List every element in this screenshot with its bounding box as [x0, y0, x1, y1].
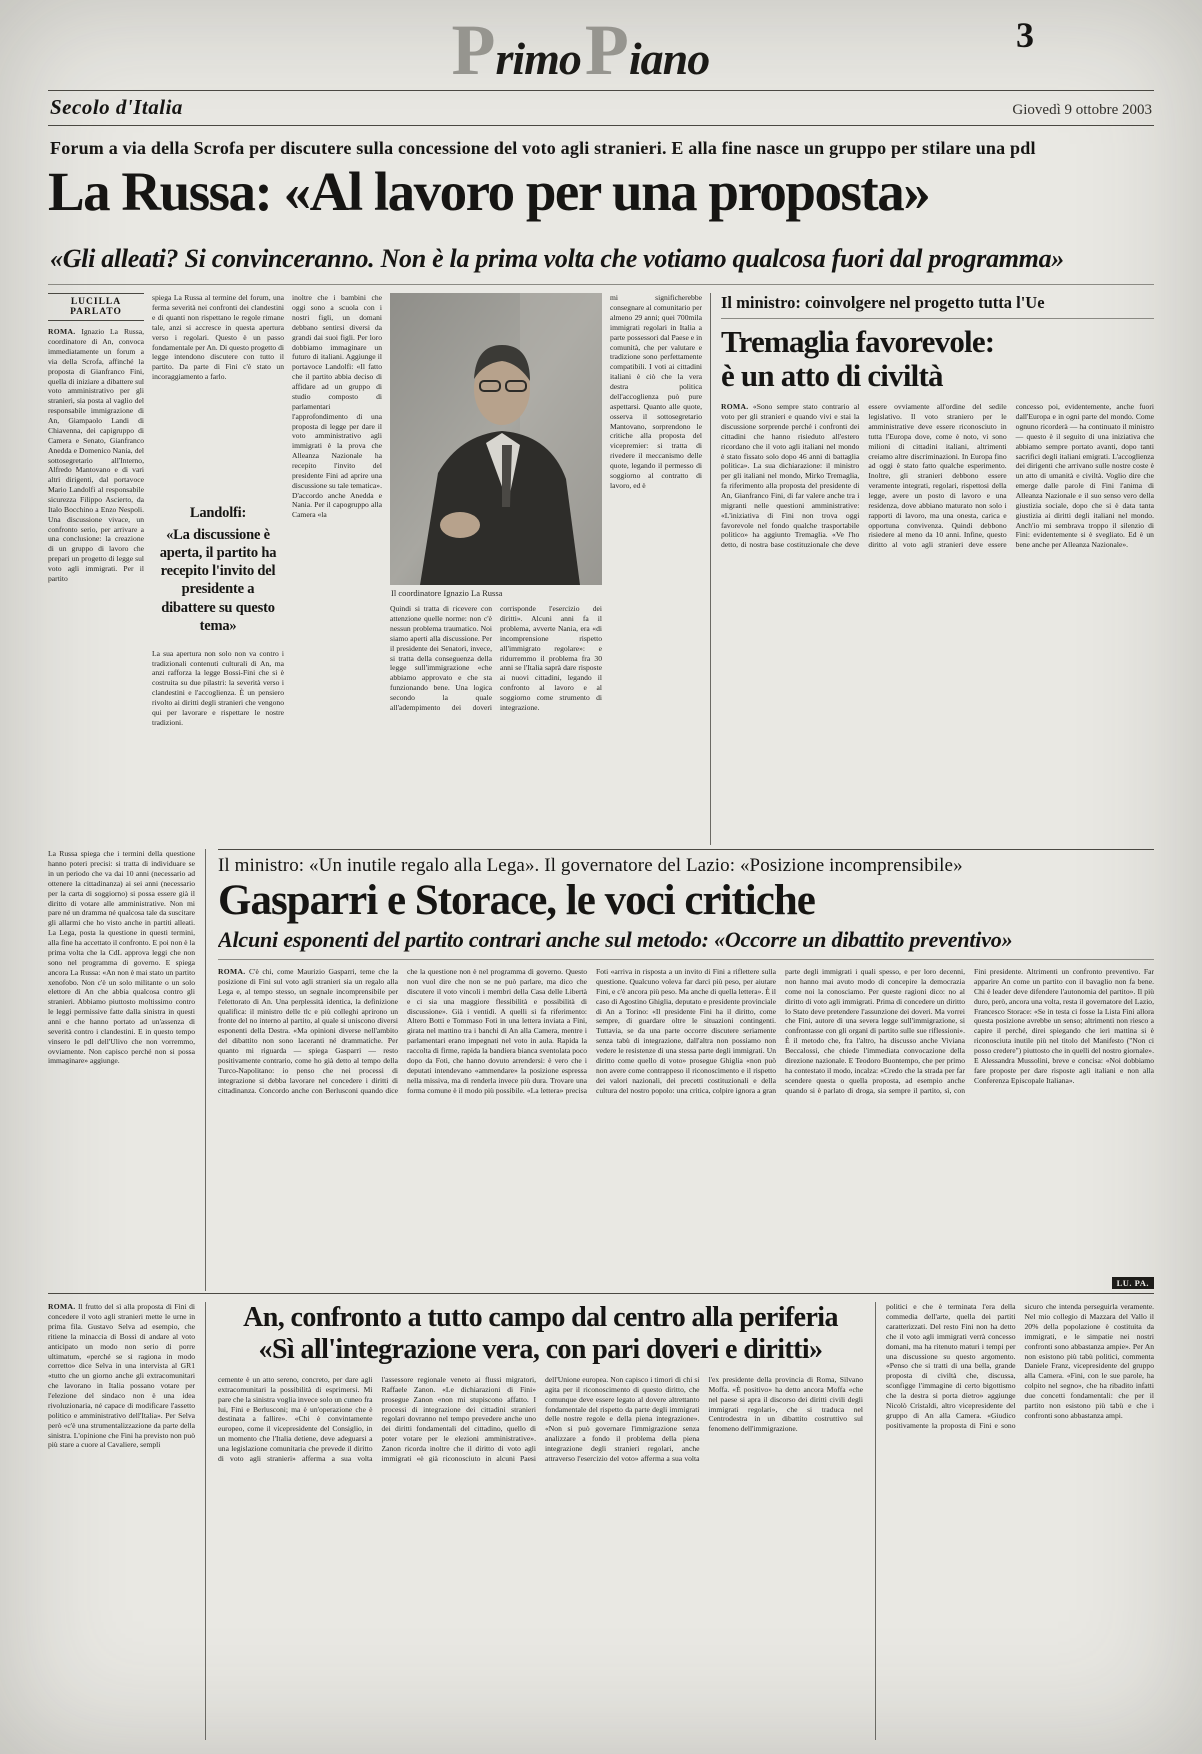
- bottom-article: [218, 1302, 863, 1740]
- lead-body-col2-top: spiega La Russa al termine del forum, una ferma severità nei confronti dei clandestini e di quanti non rispettano le regole rimane tale, anzi si accresce in questa apertura verso i regolari. Questo è un passo fondamentale per An. Di questo progetto di legge intendono discutere con tutto il partito. Da parte di Fini c'è stato un incoraggiamento a farlo.: [152, 293, 284, 382]
- section-initial: P: [451, 10, 496, 90]
- gasparri-subhead: Alcuni esponenti del partito contrari anche sul metodo: «Occorre un dibattito preventivo»: [218, 927, 1154, 960]
- lead-body-col5: mi significherebbe consegnare al comunitario per almeno 29 anni; quei 700mila immigrati regolari in Italia a parte possessori dal Paese e in comunità, che per valutare e tradizione sono perfettamente compatibili. I voti ai cittadini italiani è ciò che la vera destra politica dell'accoglienza può pure aspettarsi. Quanto alle quote, osserva il sottosegretario Mantovano, sorprendono le critiche alla proposta del vicepremier: si tratta di rivedere il meccanismo delle quote, legando il permesso di soggiorno al contratto di lavoro, ed è: [610, 293, 702, 490]
- lead-body-col2-bottom: La sua apertura non solo non va contro i tradizionali contenuti culturali di An, ma anzi rafforza la legge Bossi-Fini che si è costruita su due pilastri: la severità verso i clandestini e l'accoglienza. È un pensiero rivolto ai diritti degli stranieri che vengono qui per lavorare e rispettare le nostre tradizioni.: [152, 648, 284, 727]
- bottom-band: [48, 1293, 1154, 1740]
- page-number: 3: [1016, 15, 1034, 55]
- pull-quote-text: «La discussione è aperta, il partito ha recepito l'invito del presidente a dibattere su questo tema»: [159, 527, 277, 634]
- gasparri-kicker: Il ministro: «Un inutile regalo alla Lega». Il governatore del Lazio: «Posizione incomprensibile»: [218, 855, 963, 877]
- lead-column-1: [48, 293, 144, 845]
- tremaglia-article: [710, 293, 1154, 845]
- pull-quote-name: Landolfi:: [189, 504, 247, 521]
- portrait-photo-graphic: [390, 293, 602, 585]
- tremaglia-body: ROMA. «Sono sempre stato contrario al voto per gli stranieri e quando vivi e stai la discussione sorprende perché i confronti dei cittadini che hanno risieduto all'estero ricordano che il voto agli italiani nel mondo è stato fissato solo dopo 46 anni di battaglia politica». La sua dichiarazione: il ministro per gli italiani nel mondo, Mirko Tremaglia, fa riferimento alla proposta del presidente di An, Gianfranco Fini, di far valere anche tra i migranti nelle questioni amministrative: «L'iniziativa di Fini non trova oggi favorevole nel fondo qualche trasportabile politico» ha aggiunto Tremaglia. «Ve l'ho detto, di nostra base costituzionale che deve essere ovviamente all'ordine del sedile legislativo. Il voto straniero per le amministrative deve essere riconosciuto in tutta l'Europa dove, come è noto, vi sono milioni di cittadini italiani, altrimenti creiamo altre discriminazioni. In Europa fino ad oggi è stato fatto qualche esperimento. Inoltre, gli stranieri debbono essere veramente integrati, regolari, rispettosi della legge, avere un posto di lavoro e una residenza, dove abbiano maturato non solo i rapporti di lavoro, ma una onesta, carica e opportuna convivenza. Quindi debbono risiedere al meno da 10 anni. Infine, questo diritto al voto agli stranieri deve essere concesso poi, evidentemente, anche fuori dall'Europa e in ogni parte del mondo. Come ognuno ricorderà — ha continuato il ministro — questo è il seguito di una iniziativa che abbiamo sempre portato avanti, dopo tanti sacrifici degli italiani emigrati. L'accoglienza dei dirigenti che arrivano sulle nostre coste è un atto di umanità e civiltà. Voglio dire che emerge dalle parole di Fini l'anima di Alleanza Nazionale e il suo senso vero della giustizia sociale, dopo che si è data tanta giustizia ai diritti degli italiani nel mondo. Anch'io mi sembrava troppo il silenzio di Fini: evidentemente si è svegliato. Ed è un bene anche per Alleanza Nazionale».: [721, 402, 1154, 550]
- pull-quote: [152, 490, 284, 649]
- dateline: ROMA.: [218, 967, 246, 977]
- gasparri-article: [218, 849, 1154, 1291]
- section-title: Primo Piano: [451, 10, 710, 90]
- tremaglia-kicker: Il ministro: coinvolgere nel progetto tutta l'Ue: [721, 293, 1154, 319]
- issue-date: Giovedì 9 ottobre 2003: [1012, 102, 1152, 118]
- dateline: ROMA.: [721, 402, 749, 412]
- gasparri-body: ROMA. C'è chi, come Maurizio Gasparri, teme che la posizione di Fini sul voto agli stranieri sia un regalo alla Lega e, al tempo stesso, un segnale incomprensibile per l'elettorato di An. Una perplessità identica, la definizione qualifica: il ministro delle tlc e più colleghi aprirono un fronte del no interno al partito, al quale si uniscono diversi esponenti della Destra. «Ma opinioni diverse nell'ambito del dibattito non sono laceranti né drammatiche. Per quanto mi riguarda — spiega Gasparri — resto positivamente contrario, come ho già detto al tempo della Turco-Napolitano: io penso che nei processi di integrazione si debba lavorare nel concedere i diritti di cittadinanza. Concordo anche con Berlusconi quando dice che la questione non è nel programma di governo. Questo non vuol dire che non se ne può parlare, ma dico che discutere il voto vincoli i membri della Casa delle Libertà e ci sia una maggiore flessibilità e possibilità di discussione». Già i ventidì. A quelli si fa riferimento: Altero Botti e Tommaso Foti in una lettera inviata a Fini, girata nel mattino tra i banchi di An alla Camera, mentre i parlamentari erano impegnati nel voto in aula. Rapida la raccolta di firme, rapida la bandiera bianca sventolata poco dopo da Foti, che hanno dovuto arrendersi: è vero che i deputati intendevano «ammendare» la posizione espressa nella missiva, ma di renderla invece più dura. Trovare una forma comune è il modo più possibile. «La lettera» precisa Foti «arriva in risposta a un invito di Fini a riflettere sulla questione. Qualcuno voleva far darci più peso, per aiutare Fini, e c'è ancora più peso. Ma anche di quella lettera». È il caso di Agostino Ghiglia, deputato e presidente provinciale di An a Torino: «Il presidente Fini ha il diritto, come sempre, di guardare oltre le situazioni contingenti. Tuttavia, se da una parte occorre discutere seriamente senza tabù di integrazione, dall'altra non possiamo non vedere le resistenze di una stessa parte degli immigrati. Un diritto come quello di voto» prosegue Ghiglia «non può non avere come contrappeso il riconoscimento e il rispetto dei valori nazionali, dei precetti costituzionali e della cultura del nostro popolo: una critica, colpire ignora a gran parte degli immigrati i quali spesso, e per loro decenni, non hanno mai avuto modo di concepire la democrazia come noi la conosciamo. Per queste ragioni dico: no al diritto di voto agli immigrati. Prima di concedere un diritto lo Stato deve pretendere l'assunzione dei doveri. Ma vorrei che Fini, autore di una severa legge sull'immigrazione, si confrontasse con gli organi di partito sulle sue riflessioni». È il metodo che, fra l'altro, ha discusso anche Viviana Beccalossi, che chiede l'immediata convocazione della direzione nazionale. E Teodoro Buontempo, che per primo ha contestato il modo, incalza: «Credo che la strada per far scendere questa o quella proposta, ad esempio anche quando si è parlato di droga, sia sempre il partito, sì, con Fini presidente. Altrimenti un confronto preventivo. Far apparire An come un partito con il bavaglio non fa bene. Chi è leader deve difendere l'autonomia del partito». Il più duro, però, ancora una volta, resta il governatore del Lazio, Francesco Storace: «Se in testa ci fosse la Lista Fini allora questa posizione avrebbe un senso; altrimenti non riesco a capire il perché, direi spiegando che ieri mattina si è riconosciuta inutile più nel titolo del Manifesto ("Non ci posso credere") piuttosto che in quelli del nostro giornale». E Alessandra Mussolini, breve e concisa: «Noi dobbiamo fare proposte per dare risposte agli italiani e non alla Conferenza Episcopale Italiana».: [218, 967, 1154, 1095]
- photo-caption: Il coordinatore Ignazio La Russa: [391, 588, 503, 599]
- lead-kicker: Forum a via della Scrofa per discutere sulla concessione del voto agli stranieri. E alla fine nasce un gruppo per stilare una pdl: [50, 138, 1036, 158]
- masthead: Secolo d'Italia: [50, 95, 183, 119]
- page-header: [48, 12, 1154, 90]
- bottom-body: cemente è un atto sereno, concreto, per dare agli extracomunitari la possibilità di esprimersi. Mi pare che la sinistra voglia invece solo un cuneo fra lui, Fini e Berlusconi; ma è un'operazione che è destinata a fallire». «Chi è convintamente europeo, come il vicepresidente del Consiglio, in un momento che l'Italia detiene, deve adeguarsi a una legislazione comunitaria che prevede il diritto di voto agli stranieri» afferma a sua volta l'assessore regionale veneto ai flussi migratori, Raffaele Zanon. «Le dichiarazioni di Fini» prosegue Zanon «non mi stupiscono affatto. I processi di integrazione dei cittadini stranieri regolari dovranno nel tempo prevedere anche uno dei diritti fondamentali del cittadino, quello di poter votare per le elezioni amministrative». Zanon ricorda inoltre che il diritto di voto agli immigrati «è già riconosciuto in alcuni Paesi dell'Unione europea. Non capisco i timori di chi si agita per il riconoscimento di questo diritto, che comunque deve essere legato al dovere altrettanto fondamentale del rispetto da parte degli immigrati delle nostre regole e della piena integrazione». «Non si può governare l'immigrazione senza analizzare a fondo il problema della piena integrazione degli stranieri regolari, anche attraverso l'esercizio del voto» afferma a sua volta l'ex presidente della provincia di Roma, Silvano Moffa. «È positivo» ha detto ancora Moffa «che nel paese si apra il discorso dei diritti civili degli immigrati regolari», che si traduca nel Centrodestra in un dibattito costruttivo sul fenomeno dell'immigrazione.: [218, 1375, 863, 1463]
- bottom-left-column: ROMA. Il frutto del sì alla proposta di Fini di concedere il voto agli stranieri mette le urne in prima fila. Gustavo Selva ad esempio, che ritiene la minaccia di Bossi di andare al voto anticipato un modo non serio di porre ultimatum, «perché se si ragiona in modo corretto» dice Selva in una intervista al GR1 «tutto che un giorno anche gli extracomunitari che lavorano in Italia possano votare per l'elezione del sindaco non è una idea rivoluzionaria, né capace di modificare l'assetto politico e amministrativo dell'Italia». Per Selva però «c'è una strumentalizzazione da parte della sinistra. L'opinione che Fini ha previsto non può più stare a cuore al Cavaliere, sempli: [48, 1302, 206, 1740]
- bottom-right-column: politici e che è terminata l'era della commedia dell'arte, quella dei partiti caratterizzati. Del resto Fini non ha detto che il voto agli immigrati verrà concesso domani, ma ha ritenuto maturi i tempi per una discussione su questo argomento. «Penso che si tratti di una bella, grande proposta di civiltà che, discussa, sconfigge l'immagine di certo bigottismo che la destra si porta dietro» aggiunge Nicolò Cristaldi, altro vicepresidente del gruppo di An alla Camera. «Giudico positivamente la proposta di Fini e sono sicuro che intenda perseguirla veramente. Nel mio collegio di Mazzara del Vallo il 20% della popolazione è costituita da immigrati, e le simpatie nei nostri confronti sono abbastanza ampie». Per An non esistono più tabù politici, commenta Daniele Franz, vicepresidente del gruppo alla Camera. «Fini, con le sue parole, ha colpito nel segno», che ha ribadito infatti due concetti fondamentali: che per il partito non esistono più tabù e che i confronti sono abbastanza ampi.: [875, 1302, 1154, 1740]
- article-signature: LU. PA.: [218, 1273, 1154, 1291]
- lead-continuation-column: La Russa spiega che i termini della questione hanno poteri precisi: si tratta di individuare se in un periodo che va dai 10 anni (necessario ad ottenere la cittadinanza) ai sei anni (necessario per la carta di soggiorno) si possa essere già il diritto di votare alle amministrative. Non mi pare né un dramma né qualcosa tale da suscitare gli allarmi che ho visto anche in partiti alleati. La Lega, posta la questione in questi termini, alla fine ha accettato il confronto. E poi non è la prima volta che la CdL approva leggi che non sono nel programma di governo. E spiega ancora La Russa: «An non è mai stato un partito xenofobo. Non c'è un solo militante o un solo elettore di An che abbia qualcosa contro gli stranieri. Abbiamo piuttosto moltissimo contro le leggi permissive fatte dalla sinistra in questi anni e che hanno portato ad un'assenza di severità contro i clandestini. E in questo tempo vinsero le pdl dell'Ulivo che non vorremmo, ovviamente. Non capisco perché non si possa immaginare» aggiunge.: [48, 849, 206, 1291]
- byline: LUCILLA PARLATO: [48, 293, 144, 321]
- bottom-headline: An, confronto a tutto campo dal centro alla periferia «Sì all'integrazione vera, con pari doveri e diritti»: [243, 1302, 838, 1365]
- gasparri-headline: Gasparri e Storace, le voci critiche: [218, 877, 815, 925]
- lead-subhead: «Gli alleati? Si convinceranno. Non è la prima volta che votiamo qualcosa fuori dal programma»: [48, 242, 1154, 285]
- dateline: ROMA.: [48, 327, 76, 337]
- lead-headline: La Russa: «Al lavoro per una proposta»: [48, 161, 930, 222]
- middle-band: [48, 849, 1154, 1291]
- masthead-row: [48, 90, 1154, 126]
- lead-body-col3: inoltre che i bambini che oggi sono a scuola con i nostri figli, un domani debbano sentirsi diversi da grandi dai suoi figli. Per loro dobbiamo immaginare un futuro di italiani. Aggiunge il portavoce Landolfi: «Il fatto che il partito abbia deciso di affidare ad un gruppo di studio composto di parlamentari l'approfondimento di una proposta di legge per dare il voto amministrativo agli immigrati è la prova che Alleanza Nazionale ha recepito l'invito del presidente Fini ad aprire una discussione su tale tematica». D'accordo anche Anedda e Nania. Per il capogruppo alla Camera «la: [292, 293, 382, 520]
- lead-column-2: [152, 293, 284, 845]
- dateline: ROMA.: [48, 1302, 76, 1312]
- section-initial: P: [584, 10, 629, 90]
- photo-la-russa: [390, 293, 602, 585]
- photo-block: [390, 293, 602, 845]
- tremaglia-headline: Tremaglia favorevole: è un atto di civiltà: [721, 324, 995, 393]
- lead-article: [48, 293, 1154, 845]
- lead-body-col1: ROMA. Ignazio La Russa, coordinatore di An, convoca immediatamente un forum a via della Scrofa, affinché la proposta di Gianfranco Fini, quella di iniziare a dibattere sul voto amministrativo per gli stranieri, sia posta al vaglio del responsabile immigrazione di An, Giampaolo Landi di Chiavenna, dei capigruppo di Camera e Senato, Gianfranco Anedda e Domenico Nania, del sottosegretario all'Interno, Alfredo Mantovano e di vari altri dirigenti, dal portavoce Mario Landolfi al responsabile sicurezza Filippo Ascierto, da Italo Bocchino a Enzo Nespoli. Una discussione vivace, un confronto serio, per arrivare a una conclusione: la creazione di un gruppo di lavoro che prepari un progetto di legge sul voto agli immigrati. Per il partito: [48, 327, 144, 583]
- lead-body-below-photo: Quindi si tratta di ricevere con attenzione quelle norme: non c'è nessun problema traumatico. Noi siamo aperti alla discussione. Per il presidente dei Senatori, invece, si tratta della conseguenza della legge sull'immigrazione «che abbiamo approvato e che sta funzionando bene. Una logica secondo la quale all'adempimento dei doveri corrisponde l'esercizio dei diritti». Alcuni anni fa il problema, avverte Nania, era «di incomprensione rispetto all'immigrato regolare»: e ridurremmo il problema fra 30 anni se l'Italia saprà dare risposte ai nuovi cittadini, legando il confronto al lavoro e al soggiorno come strumento di integrazione.: [390, 604, 602, 712]
